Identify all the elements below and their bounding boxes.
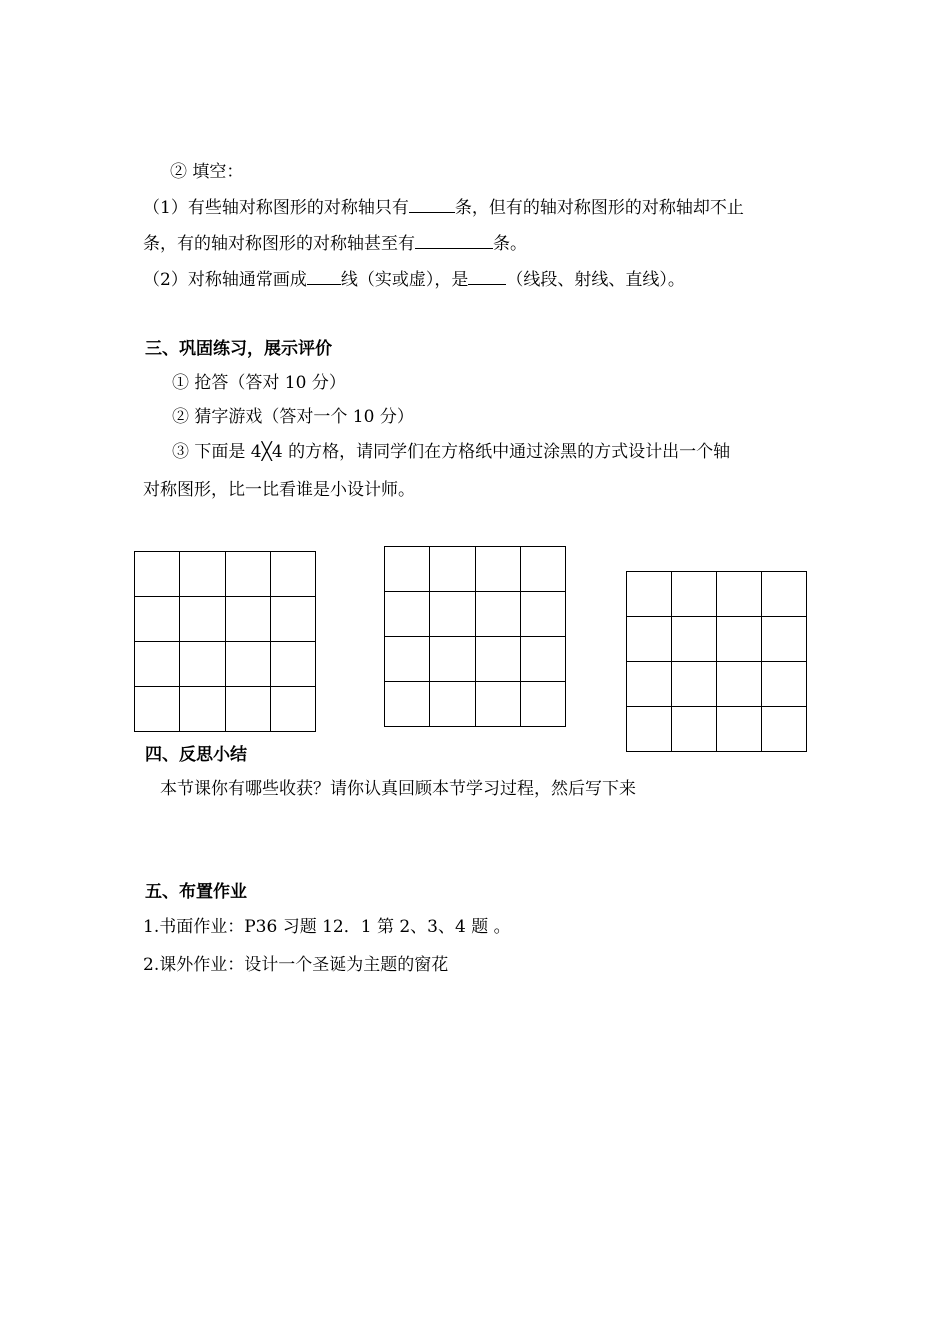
grid-cell[interactable] — [271, 642, 316, 687]
homework-2: 2.课外作业：设计一个圣诞为主题的窗花 — [143, 955, 449, 975]
grid-cell[interactable] — [226, 687, 271, 732]
section-3-item-2: ② 猜字游戏（答对一个 10 分） — [172, 407, 414, 427]
section-3-title: 三、巩固练习，展示评价 — [145, 339, 332, 359]
grid-cell[interactable] — [226, 597, 271, 642]
grid-cell[interactable] — [762, 617, 807, 662]
grid-cell[interactable] — [521, 547, 566, 592]
grid-cell[interactable] — [385, 592, 430, 637]
grid-cell[interactable] — [271, 597, 316, 642]
grid-cell[interactable] — [627, 662, 672, 707]
grid-cell[interactable] — [226, 642, 271, 687]
grid-cell[interactable] — [430, 547, 475, 592]
grid-cell[interactable] — [180, 642, 225, 687]
question-2-line — [143, 268, 685, 291]
grid-cell[interactable] — [717, 617, 762, 662]
answer-blank-2[interactable] — [415, 232, 493, 249]
grid-cell[interactable] — [762, 662, 807, 707]
grid-cell[interactable] — [135, 687, 180, 732]
grid-cell[interactable] — [385, 682, 430, 727]
grid-cell[interactable] — [430, 682, 475, 727]
section-3-item-1: ① 抢答（答对 10 分） — [172, 373, 346, 393]
grid-cell[interactable] — [135, 642, 180, 687]
answer-blank-1[interactable] — [409, 196, 455, 213]
question-2-text-a: （2）对称轴通常画成 — [143, 270, 307, 290]
section-3-item-3-line-2: 对称图形，比一比看谁是小设计师。 — [143, 480, 415, 500]
grid-cell[interactable] — [521, 592, 566, 637]
fill-blank-heading: ② 填空： — [170, 162, 244, 182]
section-3-item-3-line-1: ③ 下面是 4╳4 的方格，请同学们在方格纸中通过涂黑的方式设计出一个轴 — [172, 442, 731, 462]
question-1-text-d: 条。 — [493, 234, 527, 254]
grid-cell[interactable] — [430, 637, 475, 682]
grid-cell[interactable] — [521, 682, 566, 727]
grid-4x4-2[interactable] — [384, 546, 566, 727]
section-4-title: 四、反思小结 — [145, 745, 247, 765]
grid-cell[interactable] — [476, 682, 521, 727]
homework-1: 1.书面作业：P36 习题 12．1 第 2、3、4 题 。 — [143, 917, 511, 937]
grid-cell[interactable] — [476, 592, 521, 637]
grid-cell[interactable] — [717, 662, 762, 707]
question-1-text-c: 条，有的轴对称图形的对称轴甚至有 — [143, 234, 415, 254]
grid-cell[interactable] — [717, 707, 762, 752]
grid-cell[interactable] — [271, 687, 316, 732]
grid-cell[interactable] — [717, 572, 762, 617]
grid-4x4-1[interactable] — [134, 551, 316, 732]
section-4-text: 本节课你有哪些收获？请你认真回顾本节学习过程，然后写下来 — [160, 779, 636, 799]
question-1-text-b: 条，但有的轴对称图形的对称轴却不止 — [454, 198, 744, 218]
grid-cell[interactable] — [271, 552, 316, 597]
grid-cell[interactable] — [476, 637, 521, 682]
grid-cell[interactable] — [180, 552, 225, 597]
section-5-title: 五、布置作业 — [145, 882, 247, 902]
grid-cell[interactable] — [627, 707, 672, 752]
grid-cell[interactable] — [521, 637, 566, 682]
answer-blank-4[interactable] — [468, 268, 506, 285]
grid-cell[interactable] — [180, 597, 225, 642]
question-2-text-c: （线段、射线、直线）。 — [506, 270, 685, 290]
grid-cell[interactable] — [430, 592, 475, 637]
grid-cell[interactable] — [135, 552, 180, 597]
grid-cell[interactable] — [627, 617, 672, 662]
grid-cell[interactable] — [672, 572, 717, 617]
grid-cell[interactable] — [476, 547, 521, 592]
grid-cell[interactable] — [762, 572, 807, 617]
grid-cell[interactable] — [135, 597, 180, 642]
grid-cell[interactable] — [385, 637, 430, 682]
grid-4x4-3[interactable] — [626, 571, 807, 752]
grid-cell[interactable] — [385, 547, 430, 592]
question-1-line-2 — [143, 232, 527, 255]
question-1-line-1 — [143, 196, 744, 219]
question-1-text-a: （1）有些轴对称图形的对称轴只有 — [143, 198, 409, 218]
grid-cell[interactable] — [672, 662, 717, 707]
grid-cell[interactable] — [627, 572, 672, 617]
grid-cell[interactable] — [762, 707, 807, 752]
grid-cell[interactable] — [672, 617, 717, 662]
grid-cell[interactable] — [180, 687, 225, 732]
question-2-text-b: 线（实或虚），是 — [340, 270, 469, 290]
grid-cell[interactable] — [226, 552, 271, 597]
grid-cell[interactable] — [672, 707, 717, 752]
answer-blank-3[interactable] — [307, 268, 341, 285]
